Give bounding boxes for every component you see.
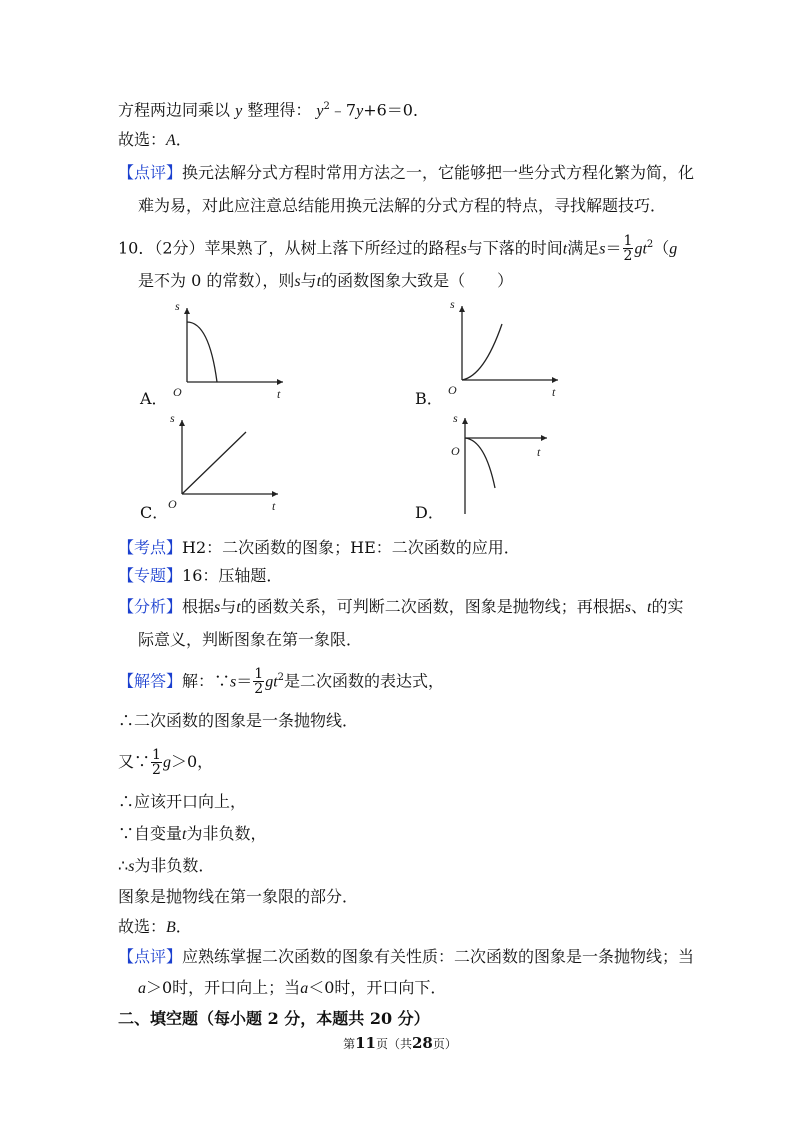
review-tag: 【点评】 [118, 163, 183, 182]
text: 的函数关系，可判断二次函数，图象是抛物线；再根据 [240, 597, 625, 616]
fraction-half [253, 667, 264, 696]
graph-option-b [440, 298, 580, 398]
page-footer [0, 1034, 800, 1052]
text: 页（共 [375, 1037, 412, 1051]
var: s [128, 858, 135, 875]
total-pages: 28 [412, 1034, 433, 1052]
y-axis-arrow [459, 306, 465, 312]
exponent: 2 [277, 672, 285, 683]
text: 满足 [567, 238, 600, 258]
option-c-label[interactable]: C． [140, 503, 169, 522]
axis-label-t: t [552, 385, 556, 399]
text: 难为易，对此应注意总结能用换元法解的分式方程的特点，寻找解题技巧． [138, 196, 667, 215]
text: ＞0时，开口向上；当 [146, 978, 301, 997]
text: ＞0， [170, 752, 214, 771]
text: ﹣7 [329, 100, 357, 120]
review-prev-line1 [118, 162, 694, 184]
x-axis-arrow [552, 377, 558, 383]
text: 际意义，判断图象在第一象限． [138, 630, 363, 649]
graph-option-d [443, 410, 583, 520]
y-axis-arrow [462, 418, 468, 424]
graph-option-c [160, 412, 300, 512]
solution-step-4 [118, 823, 266, 846]
var: s [294, 273, 301, 290]
var: s [599, 240, 606, 258]
text: ． [175, 917, 192, 936]
var: a [300, 980, 309, 997]
var: g [162, 754, 171, 771]
text: 故选： [118, 130, 167, 149]
var: y [316, 102, 324, 120]
kaodian-line [118, 537, 520, 559]
text: 与下落的时间 [466, 238, 563, 258]
x-axis-arrow [277, 379, 283, 385]
text: H2：二次函数的图象；HE：二次函数的应用． [182, 538, 520, 557]
var: y [235, 102, 243, 120]
axis-label-t: t [537, 445, 541, 459]
text: 10．（2分）苹果熟了，从树上落下所经过的路程 [118, 238, 461, 258]
graph-option-a [165, 300, 305, 400]
answer: B [166, 919, 176, 936]
x-axis-arrow [272, 491, 278, 497]
option-d-label[interactable]: D． [415, 503, 444, 522]
text: ∵自变量 [118, 824, 183, 843]
fraction-half [151, 748, 162, 777]
var: s [624, 599, 631, 616]
var: t [647, 599, 652, 616]
origin-label: O [448, 383, 457, 397]
origin-label: O [168, 497, 177, 511]
axis-label-s: s [453, 411, 458, 425]
text: +6＝0． [363, 100, 429, 120]
axis-label-s: s [170, 411, 175, 425]
var: t [236, 599, 241, 616]
var: s [230, 673, 237, 691]
text: ∴二次函数的图象是一条抛物线． [118, 711, 359, 730]
curve [187, 322, 217, 382]
jieda-line [118, 667, 444, 696]
review-tag: 【点评】 [118, 947, 183, 966]
answer: A [166, 132, 176, 149]
text: 整理得： [247, 100, 312, 120]
answer-line [118, 916, 192, 939]
var: s [460, 240, 467, 258]
text: 图象是抛物线在第一象限的部分． [118, 887, 359, 906]
var: t [182, 826, 187, 843]
text: （ [653, 238, 670, 258]
question-10-line1 [118, 234, 677, 263]
text: 是二次函数的表达式， [284, 671, 445, 691]
x-axis-arrow [541, 435, 547, 441]
numerator: 1 [254, 666, 264, 683]
solution-step-3 [118, 791, 246, 813]
y-axis-arrow [184, 308, 190, 314]
solution-line-multiply [118, 96, 429, 122]
fenxi-tag: 【分析】 [118, 597, 183, 616]
fraction-half [623, 234, 634, 263]
text: 16：压轴题． [182, 566, 283, 585]
var: t [316, 273, 322, 290]
text: 换元法解分式方程时常用方法之一，它能够把一些分式方程化繁为简，化 [182, 163, 695, 182]
jieda-tag: 【解答】 [118, 671, 183, 691]
zhuanti-tag: 【专题】 [118, 566, 183, 585]
origin-label: O [451, 444, 460, 458]
text: 方程两边同乘以 [118, 100, 231, 120]
review-line2 [138, 977, 446, 1000]
var: a [138, 980, 146, 997]
axis-label-t: t [272, 499, 276, 513]
text: 与 [300, 271, 317, 290]
origin-label: O [173, 385, 182, 399]
var: t [562, 240, 568, 258]
text: 故选： [118, 917, 167, 936]
y-axis-arrow [179, 420, 185, 426]
text: 、 [630, 597, 647, 616]
var: y [356, 102, 364, 120]
text: ＜0时，开口向下． [308, 978, 447, 997]
zhuanti-line [118, 565, 282, 587]
text: 又∵ [118, 752, 151, 771]
review-prev-line2 [138, 195, 666, 217]
text: ∴应该开口向上， [118, 792, 247, 811]
text: 第 [343, 1037, 356, 1051]
text: ． [175, 130, 192, 149]
text: 应熟练掌握二次函数的图象有关性质：二次函数的图象是一条抛物线；当 [182, 947, 695, 966]
section-heading: 二、填空题（每小题 2 分，本题共 20 分） [118, 1009, 430, 1028]
curve [465, 438, 495, 488]
question-10-line2 [138, 270, 513, 293]
text: ＝ [605, 238, 622, 258]
review-line1 [118, 946, 694, 968]
option-b-label[interactable]: B． [415, 389, 443, 408]
solution-step-6 [118, 886, 358, 908]
axis-label-t: t [277, 387, 281, 401]
numerator: 1 [152, 747, 161, 763]
kaodian-tag: 【考点】 [118, 538, 183, 557]
text: ＝ [236, 671, 253, 691]
solution-step-2 [118, 748, 213, 777]
answer-line-prev [118, 129, 192, 152]
text: 与 [220, 597, 237, 616]
text: 为非负数． [134, 856, 215, 875]
exponent: 2 [323, 101, 330, 112]
text: 根据 [182, 597, 215, 616]
text: 是不为 0 的常数），则 [138, 271, 295, 290]
numerator: 1 [623, 233, 633, 250]
text: 的函数图象大致是（ ） [321, 271, 514, 290]
option-a-label[interactable]: A． [140, 389, 168, 408]
fenxi-line2 [138, 629, 362, 651]
var: gt [265, 673, 278, 691]
text: 页） [432, 1037, 457, 1051]
solution-step-5 [118, 855, 214, 878]
solution-step-1 [118, 710, 358, 732]
denominator: 2 [152, 762, 161, 778]
line-graph [182, 432, 246, 494]
text: 解：∵ [182, 671, 231, 691]
var: g [669, 240, 678, 258]
page-number: 11 [355, 1034, 376, 1052]
text: 的实 [651, 597, 684, 616]
var: gt [634, 240, 647, 258]
text: ∴ [118, 856, 129, 875]
axis-label-s: s [175, 299, 180, 313]
text: 为非负数， [186, 824, 267, 843]
exponent: 2 [646, 239, 654, 250]
denominator: 2 [623, 248, 633, 265]
denominator: 2 [254, 681, 264, 698]
fenxi-line1 [118, 596, 683, 619]
curve [462, 324, 502, 380]
axis-label-s: s [450, 297, 455, 311]
var: s [214, 599, 221, 616]
